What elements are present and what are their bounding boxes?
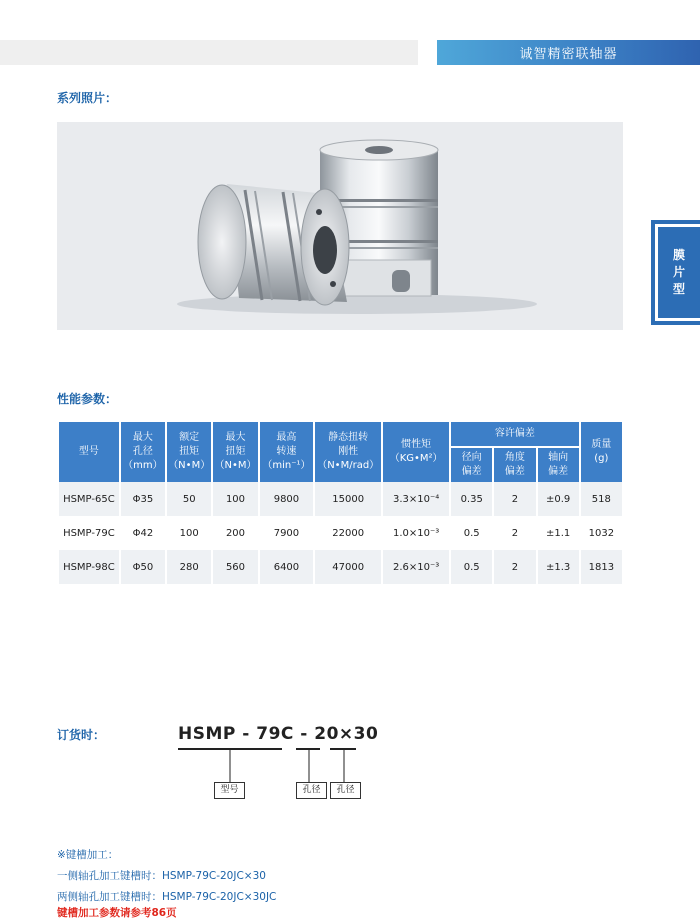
order-code: HSMP - 79C - 20×30 — [178, 724, 379, 744]
order-label: 订货时： — [57, 728, 106, 742]
header-stiffness: 静态扭转 刚性 （N•M/rad） — [315, 422, 381, 482]
header-tolerance: 容许偏差 — [451, 422, 579, 446]
header-mass: 质量 (g) — [581, 422, 622, 482]
header-model: 型号 — [59, 422, 119, 482]
box-bore-2: 孔径 — [330, 782, 361, 799]
header-angular: 角度 偏差 — [494, 446, 535, 482]
header-axial: 轴向 偏差 — [538, 446, 579, 482]
brand-title: 诚智精密联轴器 — [437, 40, 700, 65]
series-photo-label: 系列照片： — [57, 91, 118, 105]
header-max-speed: 最高 转速 （min⁻¹） — [260, 422, 314, 482]
header-bar-left — [0, 40, 418, 65]
table-row: HSMP-98C Φ50 280 560 6400 47000 2.6×10⁻³ 0.5 2 ±1.3 1813 — [59, 550, 622, 584]
keyway-two-side: 两侧轴孔加工键槽时：HSMP-79C-20JC×30JC — [57, 891, 277, 903]
header-rated-torque: 额定 扭矩 （N•M） — [167, 422, 211, 482]
header-max-torque: 最大 扭矩 （N•M） — [213, 422, 257, 482]
box-model: 型号 — [214, 782, 245, 799]
table-row: HSMP-65C Φ35 50 100 9800 15000 3.3×10⁻⁴ 0.35 2 ±0.9 518 — [59, 482, 622, 516]
spec-table — [57, 422, 624, 584]
side-tab-char: 膜 — [672, 248, 685, 262]
box-bore-1: 孔径 — [296, 782, 327, 799]
coupling-image — [57, 122, 623, 330]
header-inertia: 惯性矩 （KG•M²） — [383, 422, 449, 482]
header-bore: 最大 孔径 （mm） — [121, 422, 165, 482]
side-tab-char: 片 — [672, 265, 685, 279]
keyway-reference: 键槽加工参数请参考86页 — [57, 907, 177, 919]
side-tab-char: 型 — [672, 282, 685, 296]
side-tab — [658, 227, 700, 318]
header-radial: 径向 偏差 — [451, 446, 492, 482]
performance-label: 性能参数： — [57, 392, 118, 406]
product-photo — [57, 122, 623, 330]
keyway-one-side: 一侧轴孔加工键槽时：HSMP-79C-20JC×30 — [57, 870, 266, 882]
keyway-title: ※键槽加工： — [57, 849, 119, 861]
table-row: HSMP-79C Φ42 100 200 7900 22000 1.0×10⁻³ 0.5 2 ±1.1 1032 — [59, 516, 622, 550]
